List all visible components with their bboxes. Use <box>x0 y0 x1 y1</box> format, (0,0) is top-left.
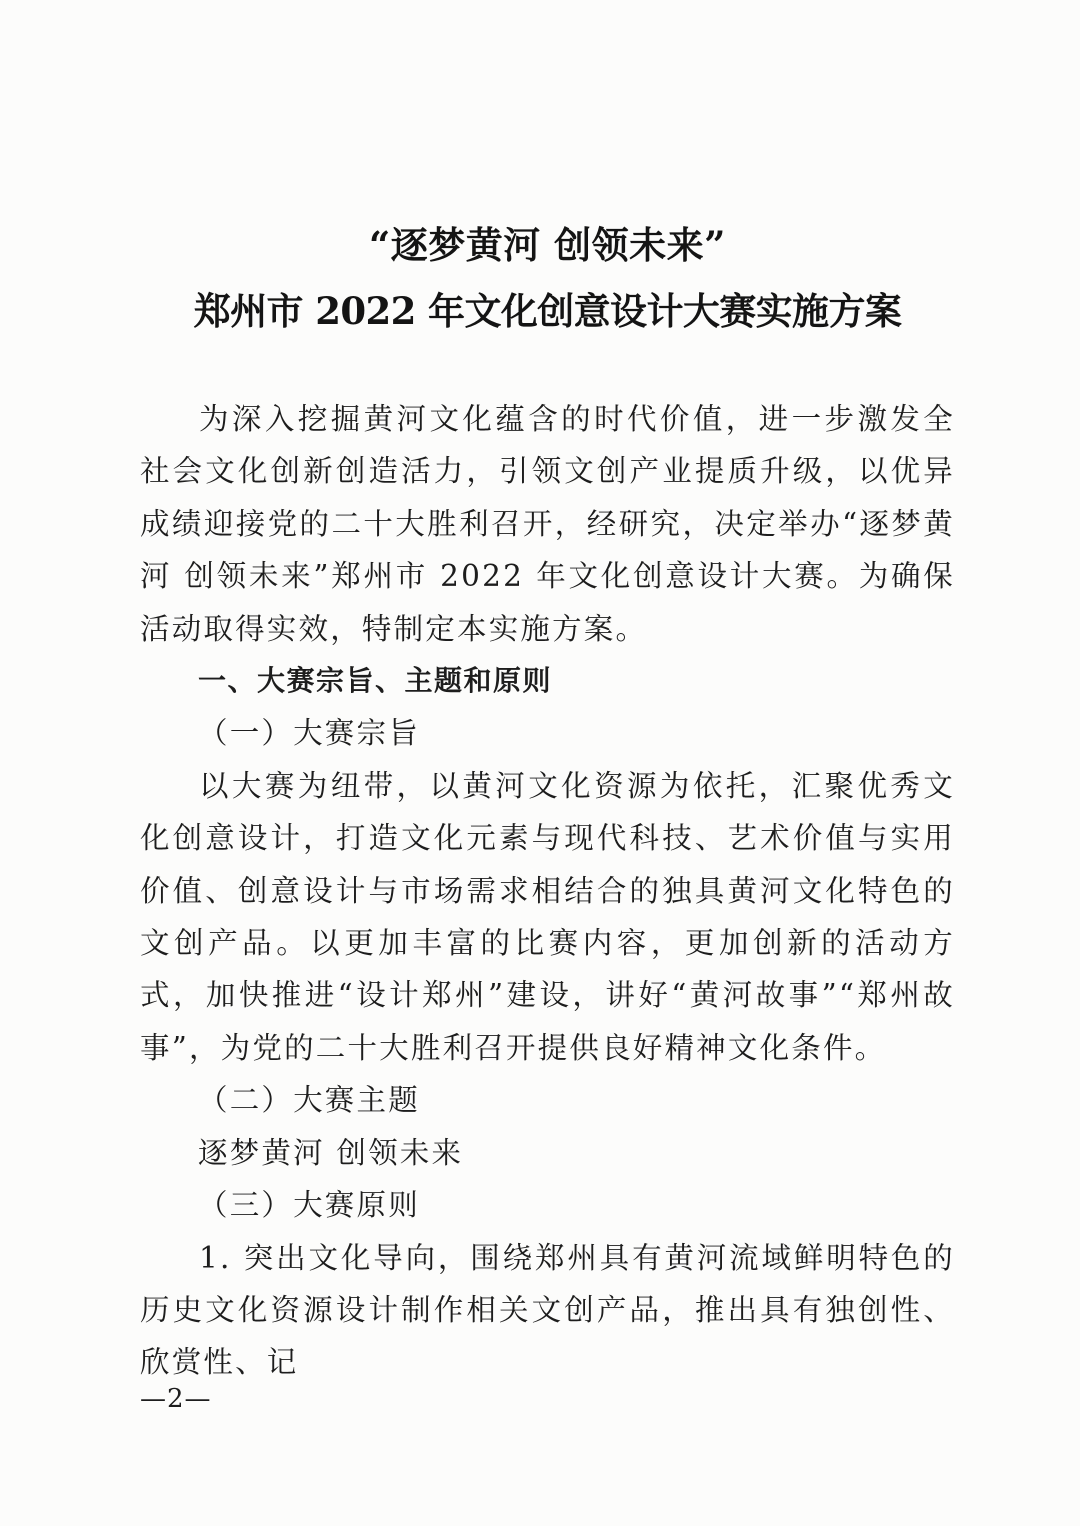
subsection-heading-theme: （二）大赛主题 <box>198 1083 420 1118</box>
document-title <box>140 212 955 344</box>
subsection-heading-principles: （三）大赛原则 <box>198 1188 420 1223</box>
principle-1-paragraph: 1. 突出文化导向，围绕郑州具有黄河流域鲜明特色的历史文化资源设计制作相关文创产品，推出具有独创性、欣赏性、记 <box>140 1240 955 1380</box>
title-line-main: 郑州市 2022 年文化创意设计大赛实施方案 <box>193 289 902 333</box>
document-body <box>140 393 955 1389</box>
title-line-slogan: “逐梦黄河 创领未来” <box>369 223 726 267</box>
purpose-paragraph: 以大赛为纽带，以黄河文化资源为依托，汇聚优秀文化创意设计，打造文化元素与现代科技、艺术价值与实用价值、创意设计与市场需求相结合的独具黄河文化特色的文创产品。以更加丰富的比赛内容，更加创新的活动方式，加快推进“设计郑州”建设，讲好“黄河故事”“郑州故事”，为党的二十大胜利召开提供良好精神文化条件。 <box>140 768 955 1065</box>
subsection-heading-purpose: （一）大赛宗旨 <box>198 716 420 751</box>
intro-paragraph: 为深入挖掘黄河文化蕴含的时代价值，进一步激发全社会文化创新创造活力，引领文创产业提质升级，以优异成绩迎接党的二十大胜利召开，经研究，决定举办“逐梦黄河 创领未来”郑州市 2022 年文化创意设计大赛。为确保活动取得实效，特制定本实施方案。 <box>140 402 955 646</box>
theme-text: 逐梦黄河 创领未来 <box>198 1135 464 1170</box>
section-heading-1: 一、大赛宗旨、主题和原则 <box>198 664 553 698</box>
page-number: —2— <box>140 1384 212 1414</box>
